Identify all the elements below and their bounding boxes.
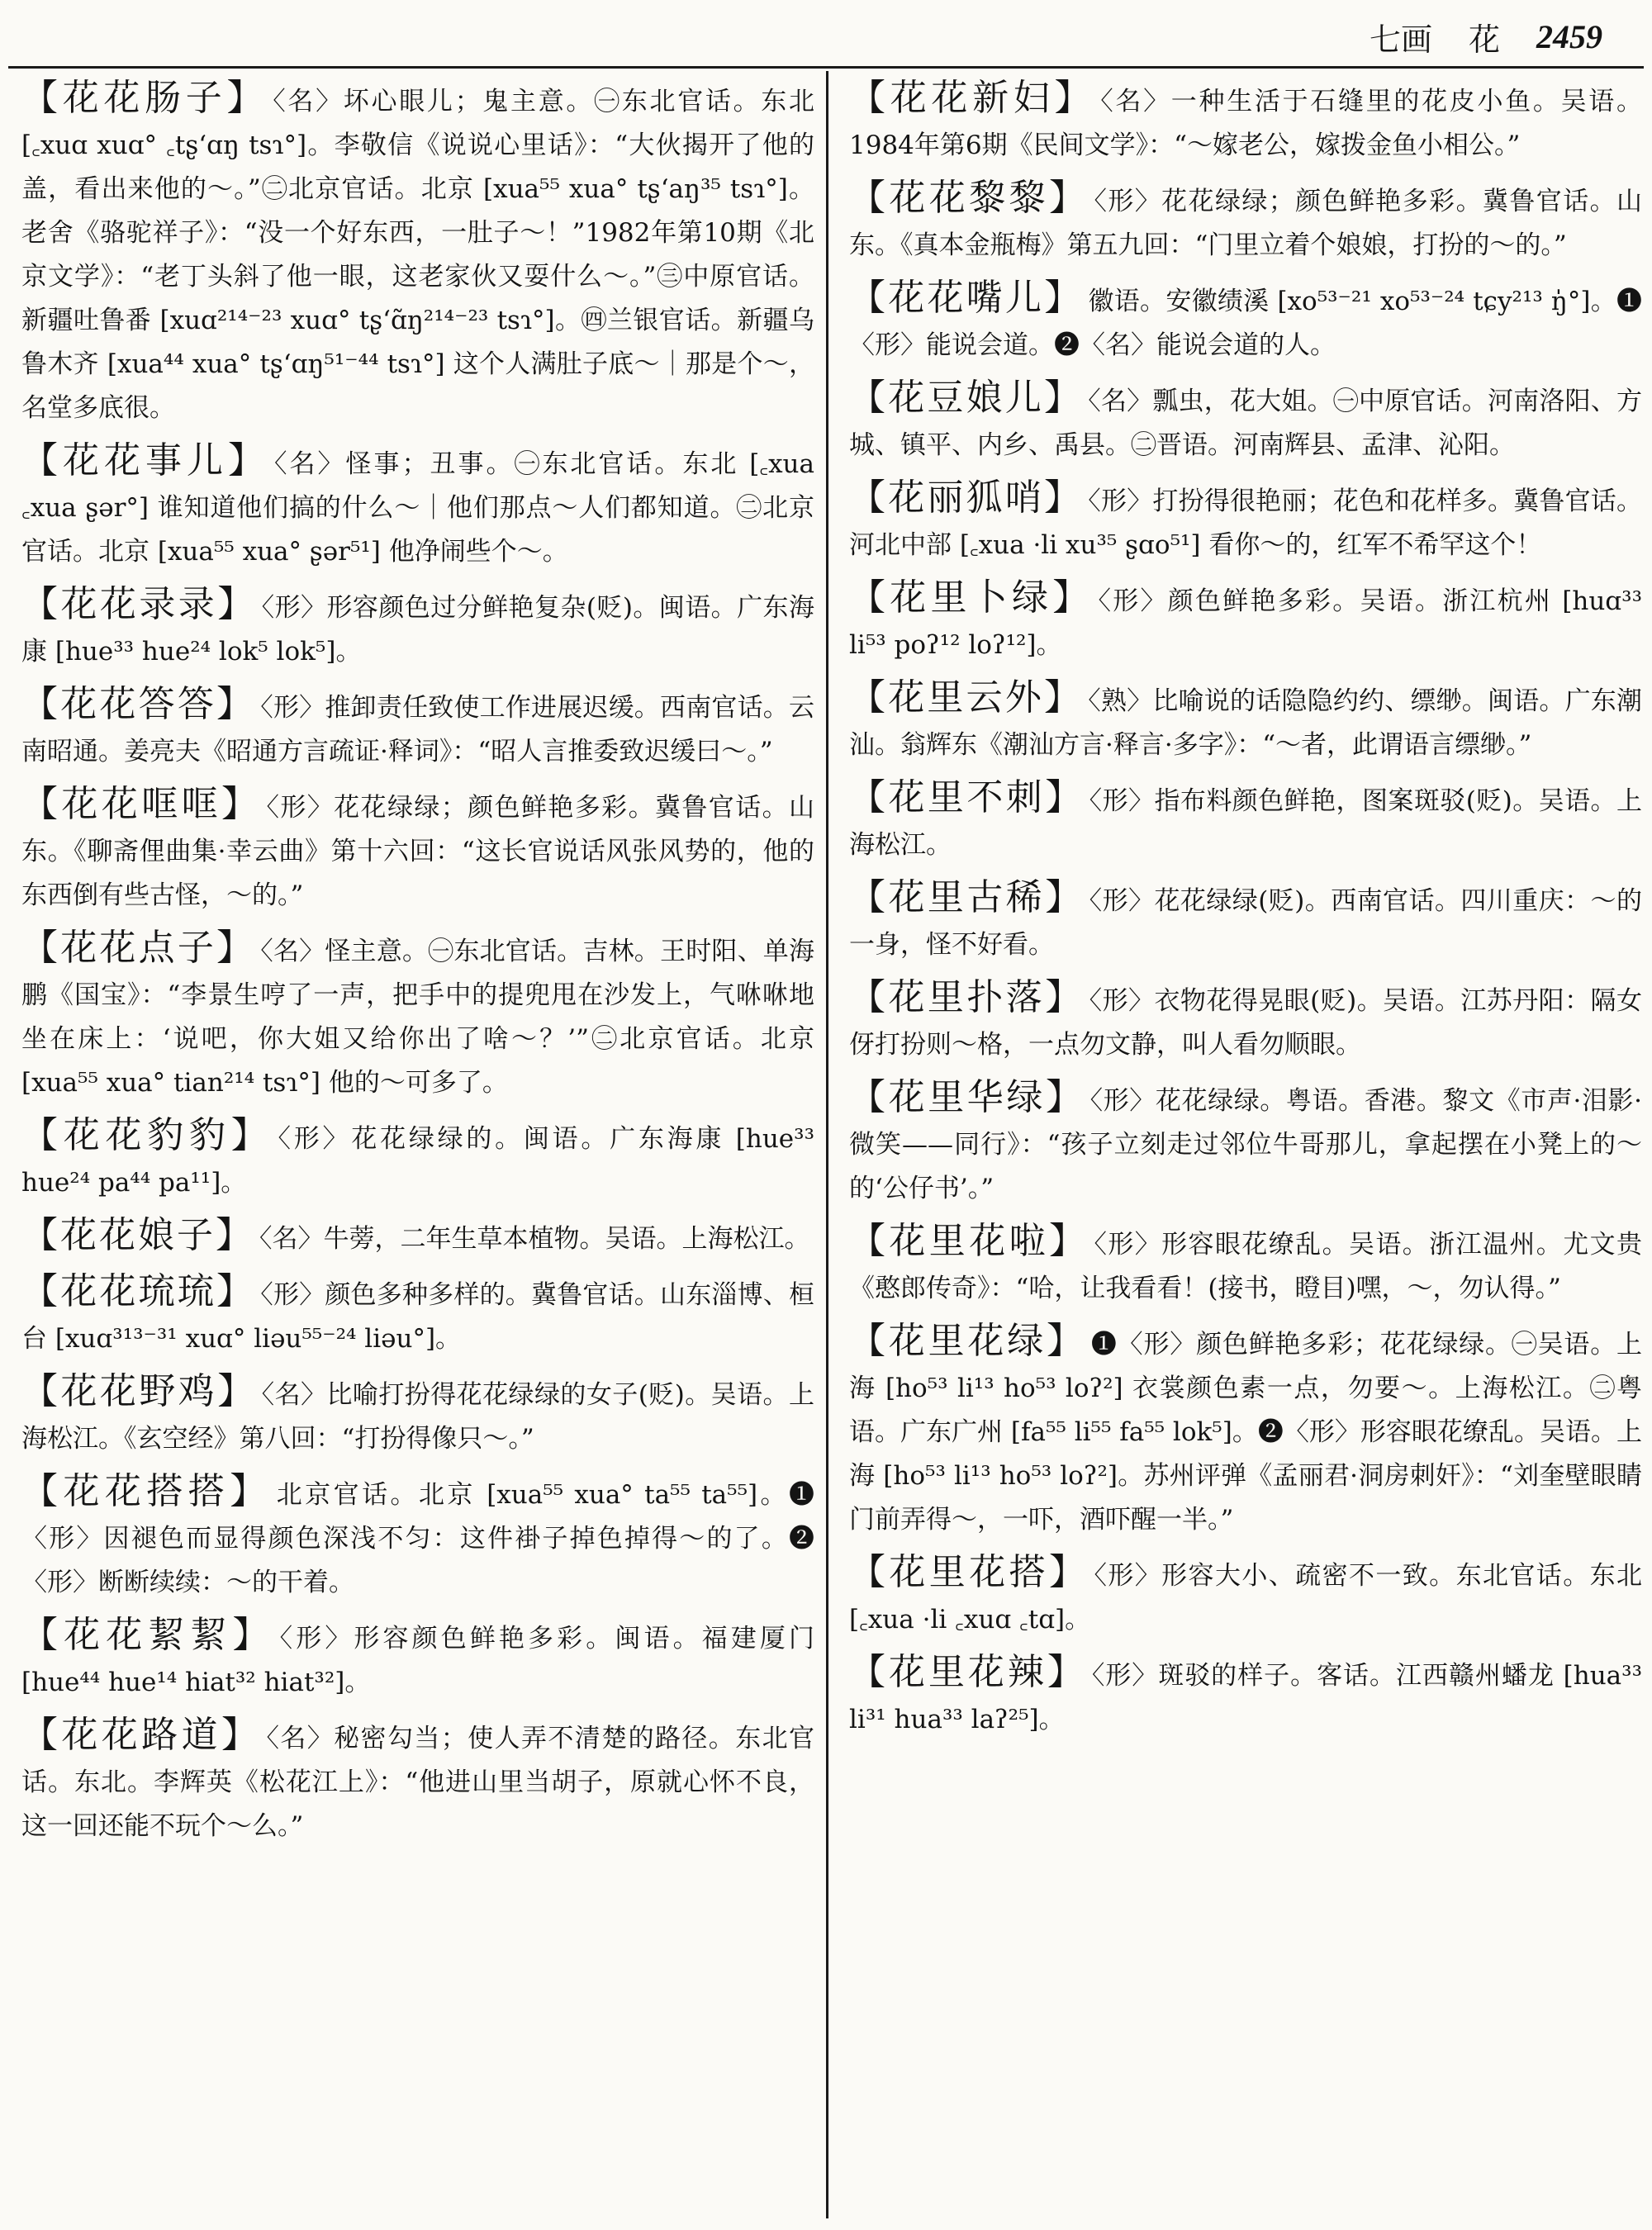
entry-definition: 〈熟〉比喻说的话隐隐约约、缥缈。闽语。广东潮汕。翁辉东《潮汕方言·释言·多字》：“～者，此谓语言缥缈。” — [849, 686, 1643, 760]
entry-definition: 〈名〉比喻打扮得花花绿绿的女子(贬)。吴语。上海松江。《玄空经》第八回：“打扮得像只～。” — [21, 1380, 815, 1454]
left-column — [21, 76, 814, 1857]
dictionary-entry — [849, 1219, 1642, 1311]
dictionary-entry — [21, 682, 814, 774]
entry-headword: 【花花野鸡】 — [21, 1370, 257, 1412]
dictionary-entry — [849, 1319, 1642, 1542]
entry-headword: 【花花点子】 — [21, 927, 256, 969]
entry-headword: 【花花答答】 — [21, 683, 256, 725]
radical-label: 花 — [1468, 21, 1500, 58]
dictionary-entry — [849, 1075, 1642, 1211]
entry-definition: ❶〈形〉颜色鲜艳多彩；花花绿绿。㊀吴语。上海 [ho⁵³ li¹³ ho⁵³ loʔ²] 衣裳颜色素一点，勿要～。上海松江。㊁粤语。广东广州 [fa⁵⁵ li⁵⁵ fa⁵⁵ lok⁵]。❷〈形〉形容眼花缭乱。吴语。上海 [ho⁵³ li¹³ ho⁵³ loʔ²]。苏州评弹《孟丽君·洞房刺奸》：“刘奎壁眼睛门前弄得～，一吓，酒吓醒一半。” — [849, 1330, 1643, 1535]
section-label: 七画 — [1369, 21, 1432, 58]
entry-headword: 【花里卜绿】 — [849, 576, 1094, 619]
entry-headword: 【花花肠子】 — [21, 77, 268, 119]
dictionary-entry — [21, 1369, 814, 1461]
entry-definition: 〈形〉花花绿绿。粤语。香港。黎文《市声·泪影·微笑——同行》：“孩子立刻走过邻位牛哥那儿，拿起摆在小凳上的～的‘公仔书’。” — [849, 1086, 1643, 1203]
entry-definition: 〈形〉形容颜色过分鲜艳复杂(贬)。闽语。广东海康 [hue³³ hue²⁴ lok⁵ lok⁵]。 — [21, 593, 815, 667]
entry-definition: 〈名〉秘密勾当；使人弄不清楚的路径。东北官话。东北。李辉英《松花江上》：“他进山里当胡子，原就心怀不良，这一回还能不玩个～么。” — [21, 1724, 815, 1841]
right-column — [849, 76, 1642, 1750]
entry-headword: 【花花黎黎】 — [849, 177, 1089, 219]
entry-definition: 〈名〉怪事；丑事。㊀东北官话。东北 [꜀xua ꜀xua ʂər°] 谁知道他们搞的什么～｜他们那点～人们都知道。㊁北京官话。北京 [xua⁵⁵ xua° ʂər⁵¹] 他净闹些个～。 — [21, 449, 815, 567]
entry-headword: 【花花新妇】 — [849, 77, 1096, 119]
dictionary-entry — [21, 439, 814, 574]
header-rule — [8, 66, 1644, 69]
entry-headword: 【花里花绿】 — [849, 1320, 1086, 1362]
entry-definition: 〈形〉形容大小、疏密不一致。东北官话。东北 [꜀xua ·li ꜀xuɑ ꜀tɑ]。 — [849, 1561, 1643, 1635]
entry-definition: 〈名〉坏心眼儿；鬼主意。㊀东北官话。东北 [꜀xuɑ xuɑ° ꜀tʂʻɑŋ tsɿ°]。李敬信《说说心里话》：“大伙揭开了他的盖，看出来他的～。”㊁北京官话。北京 [xua⁵⁵ xua° tʂʻaŋ³⁵ tsɿ°]。老舍《骆驼祥子》：“没一个好东西，一肚子～！”1982年第10期《北京文学》：“老丁头斜了他一眼，这老家伙又耍什么～。”㊂中原官话。新疆吐鲁番 [xuɑ²¹⁴⁻²³ xuɑ° tʂʻɑ̃ŋ²¹⁴⁻²³ tsɿ°]。㊃兰银官话。新疆乌鲁木齐 [xua⁴⁴ xua° tʂʻɑŋ⁵¹⁻⁴⁴ tsɿ°] 这个人满肚子底～｜那是个～，名堂多底很。 — [21, 87, 815, 423]
entry-definition: 〈形〉推卸责任致使工作进展迟缓。西南官话。云南昭通。姜亮夫《昭通方言疏证·释词》：“昭人言推委致迟缓曰～。” — [21, 693, 815, 766]
dictionary-entry — [849, 975, 1642, 1067]
dictionary-entry — [849, 776, 1642, 867]
dictionary-entry — [21, 582, 814, 674]
entry-definition: 〈形〉花花绿绿；颜色鲜艳多彩。冀鲁官话。山东。《真本金瓶梅》第五九回：“门里立着个娘娘，打扮的～的。” — [849, 187, 1643, 260]
dictionary-entry — [849, 576, 1642, 667]
entry-headword: 【花花路道】 — [21, 1714, 262, 1756]
page-header — [1370, 12, 1602, 61]
entry-definition: 〈形〉打扮得很艳丽；花色和花样多。冀鲁官话。河北中部 [꜀xua ·li xu³⁵ ʂɑo⁵¹] 看你～的，红军不希罕这个！ — [849, 486, 1643, 560]
entry-headword: 【花丽狐哨】 — [849, 477, 1084, 519]
entry-definition: 〈形〉形容眼花缭乱。吴语。浙江温州。尤文贵《憨郎传奇》：“哈，让我看看！(接书，瞪目)嘿，～，勿认得。” — [849, 1230, 1643, 1303]
entry-headword: 【花豆娘儿】 — [849, 377, 1084, 419]
entry-definition: 〈形〉指布料颜色鲜艳，图案斑驳(贬)。吴语。上海松江。 — [849, 786, 1643, 860]
entry-definition: 〈形〉花花绿绿；颜色鲜艳多彩。冀鲁官话。山东。《聊斋俚曲集·幸云曲》第十六回：“这长官说话风张风势的，他的东西倒有些古怪，～的。” — [21, 793, 815, 910]
dictionary-entry — [849, 276, 1642, 368]
entry-definition: 徽语。安徽绩溪 [xo⁵³⁻²¹ xo⁵³⁻²⁴ tɕy²¹³ ŋ̍°]。❶〈形〉能说会道。❷〈名〉能说会道的人。 — [849, 287, 1643, 360]
entry-definition: 〈形〉花花绿绿(贬)。西南官话。四川重庆：～的一身，怪不好看。 — [849, 886, 1643, 960]
entry-headword: 【花里花啦】 — [849, 1220, 1089, 1262]
entry-headword: 【花花搭搭】 — [21, 1470, 272, 1512]
entry-definition: 〈形〉花花绿绿的。闽语。广东海康 [hue³³ hue²⁴ pa⁴⁴ pa¹¹]。 — [21, 1124, 815, 1198]
dictionary-entry — [849, 875, 1642, 967]
column-divider — [826, 71, 828, 2218]
entry-definition: 〈形〉衣物花得晃眼(贬)。吴语。江苏丹阳：隔女伢打扮则～格，一点勿文静，叫人看勿顺眼。 — [849, 986, 1643, 1060]
entry-headword: 【花里花辣】 — [849, 1651, 1087, 1693]
dictionary-entry — [21, 1113, 814, 1205]
dictionary-entry — [21, 1613, 814, 1705]
entry-definition: 〈形〉形容颜色鲜艳多彩。闽语。福建厦门 [hue⁴⁴ hue¹⁴ hiat³² hiat³²]。 — [21, 1624, 814, 1697]
dictionary-entry — [849, 676, 1642, 767]
entry-headword: 【花里古稀】 — [849, 876, 1085, 918]
dictionary-entry — [21, 1713, 814, 1848]
entry-headword: 【花花嘴儿】 — [849, 277, 1084, 319]
entry-headword: 【花里不刺】 — [849, 776, 1085, 818]
entry-headword: 【花花娘子】 — [21, 1214, 254, 1256]
dictionary-entry — [21, 926, 814, 1105]
entry-definition: 〈形〉颜色鲜艳多彩。吴语。浙江杭州 [huɑ³³ li⁵³ poʔ¹² loʔ¹²]。 — [849, 586, 1643, 660]
page-number: 2459 — [1536, 17, 1602, 55]
entry-definition: 〈名〉瓢虫，花大姐。㊀中原官话。河南洛阳、方城、镇平、内乡、禹县。㊁晋语。河南辉县、孟津、沁阳。 — [849, 387, 1643, 460]
entry-headword: 【花里华绿】 — [849, 1076, 1085, 1118]
entry-headword: 【花花絜絜】 — [21, 1614, 275, 1656]
dictionary-entry — [849, 176, 1642, 268]
dictionary-entry — [21, 1269, 814, 1361]
dictionary-entry — [21, 76, 814, 430]
entry-headword: 【花里花搭】 — [849, 1551, 1089, 1593]
entry-headword: 【花花事儿】 — [21, 439, 269, 482]
dictionary-entry — [849, 76, 1642, 168]
entry-headword: 【花里云外】 — [849, 676, 1084, 719]
dictionary-entry — [849, 476, 1642, 567]
entry-headword: 【花花哐哐】 — [21, 783, 262, 825]
dictionary-entry — [21, 1469, 814, 1605]
entry-headword: 【花花豹豹】 — [21, 1114, 273, 1156]
dictionary-entry — [21, 1213, 814, 1261]
dictionary-entry — [849, 1550, 1642, 1642]
entry-definition: 〈形〉颜色多种多样的。冀鲁官话。山东淄博、桓台 [xuɑ³¹³⁻³¹ xuɑ° liəu⁵⁵⁻²⁴ liəu°]。 — [21, 1280, 815, 1354]
entry-definition: 〈名〉一种生活于石缝里的花皮小鱼。吴语。1984年第6期《民间文学》：“～嫁老公，嫁拨金鱼小相公。” — [849, 87, 1643, 160]
dictionary-entry — [849, 1650, 1642, 1742]
entry-definition: 〈名〉牛蒡，二年生草本植物。吴语。上海松江。 — [259, 1224, 810, 1254]
dictionary-entry — [21, 782, 814, 918]
entry-headword: 【花花录录】 — [21, 583, 257, 625]
entry-headword: 【花花琉琉】 — [21, 1270, 256, 1312]
dictionary-entry — [849, 376, 1642, 467]
entry-definition: 北京官话。北京 [xua⁵⁵ xua° ta⁵⁵ ta⁵⁵]。❶〈形〉因褪色而显得颜色深浅不匀：这件褂子掉色掉得～的了。❷〈形〉断断续续：～的干着。 — [21, 1480, 815, 1597]
entry-definition: 〈名〉怪主意。㊀东北官话。吉林。王时阳、单海鹏《国宝》：“李景生哼了一声，把手中的提兜甩在沙发上，气咻咻地坐在床上：‘说吧，你大姐又给你出了啥～？’”㊁北京官话。北京 [xua⁵⁵ xua° tian²¹⁴ tsɿ°] 他的～可多了。 — [21, 937, 815, 1098]
entry-definition: 〈形〉斑驳的样子。客话。江西赣州蟠龙 [hua³³ li³¹ hua³³ laʔ²⁵]。 — [849, 1661, 1642, 1734]
entry-headword: 【花里扑落】 — [849, 976, 1085, 1018]
